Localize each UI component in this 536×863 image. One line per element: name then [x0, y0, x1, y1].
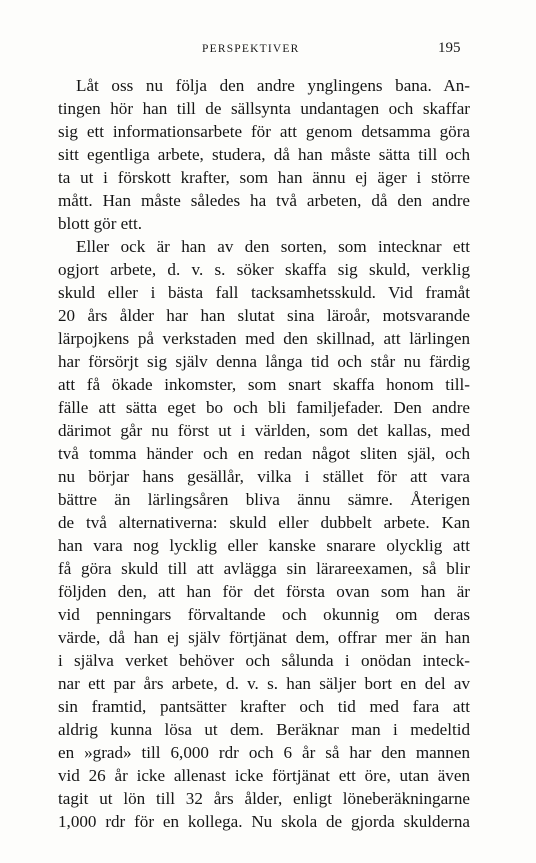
text-line: värde, då han ej själv förtjänat dem, offrar mer än han: [58, 628, 470, 647]
text-line: sig ett informationsarbete för att genom detsamma göra: [58, 122, 470, 141]
running-title: PERSPEKTIVER: [202, 43, 300, 55]
text-line: 1,000 rdr för en kollega. Nu skola de gjorda skulderna: [58, 812, 470, 831]
text-line: få göra skuld till att avlägga sin lärareexamen, så blir: [58, 559, 470, 578]
text-line: 20 års ålder har han slutat sina läroår, motsvarande: [58, 306, 470, 325]
text-line: vid penningars förvaltande och okunnig om deras: [58, 605, 470, 624]
text-line: ogjort arbete, d. v. s. söker skaffa sig skuld, verklig: [58, 260, 470, 279]
text-line: de två alternativerna: skuld eller dubbelt arbete. Kan: [58, 513, 470, 532]
text-line: en »grad» till 6,000 rdr och 6 år så har den mannen: [58, 743, 470, 762]
text-line: i själva verket behöver och sålunda i onödan inteck-: [58, 651, 470, 670]
text-line: vid 26 år icke allenast icke förtjänat ett öre, utan även: [58, 766, 470, 785]
text-line: Eller ock är han av den sorten, som intecknar ett: [76, 237, 470, 256]
text-line: följden den, att han för det första ovan som han är: [58, 582, 470, 601]
text-line: nar ett par års arbete, d. v. s. han säljer bort en del av: [58, 674, 470, 693]
text-line: tingen hör han till de sällsynta undantagen och skaffar: [58, 99, 470, 118]
text-line: skuld eller i bästa fall tacksamhetsskuld. Vid framåt: [58, 283, 470, 302]
text-line: därimot går nu först ut i världen, som det kallas, med: [58, 421, 470, 440]
body-text: [58, 74, 470, 833]
text-line: fälle att sätta eget bo och bli familjefader. Den andre: [58, 398, 470, 417]
text-line: att få ökade inkomster, som snart skaffa honom till-: [58, 375, 470, 394]
page-number: 195: [438, 40, 461, 56]
text-line: han vara nog lycklig eller kanske snarare olycklig att: [58, 536, 470, 555]
text-line: aldrig kunna lösa ut dem. Beräknar man i medeltid: [58, 720, 470, 739]
text-line: nu börjar hans gesällår, vilka i stället för att vara: [58, 467, 470, 486]
text-line: två tomma händer och en redan något sliten själ, och: [58, 444, 470, 463]
text-line: sin framtid, pantsätter krafter och tid med fara att: [58, 697, 470, 716]
text-line: mått. Han måste således ha två arbeten, då den andre: [58, 191, 470, 210]
text-line: tagit ut lön till 32 års ålder, enligt löneberäkningarne: [58, 789, 470, 808]
text-line: Låt oss nu följa den andre ynglingens bana. An-: [76, 76, 470, 95]
text-line: blott gör ett.: [58, 214, 143, 233]
text-line: har försörjt sig själv denna långa tid och står nu färdig: [58, 352, 470, 371]
text-line: bättre än lärlingsåren bliva ännu sämre. Återigen: [58, 490, 470, 509]
page-header: [0, 40, 536, 60]
text-line: sitt egentliga arbete, studera, då han måste sätta till och: [58, 145, 470, 164]
text-line: lärpojkens på verkstaden med den skillnad, att lärlingen: [58, 329, 470, 348]
text-line: ta ut i förskott krafter, som han ännu ej äger i större: [58, 168, 470, 187]
